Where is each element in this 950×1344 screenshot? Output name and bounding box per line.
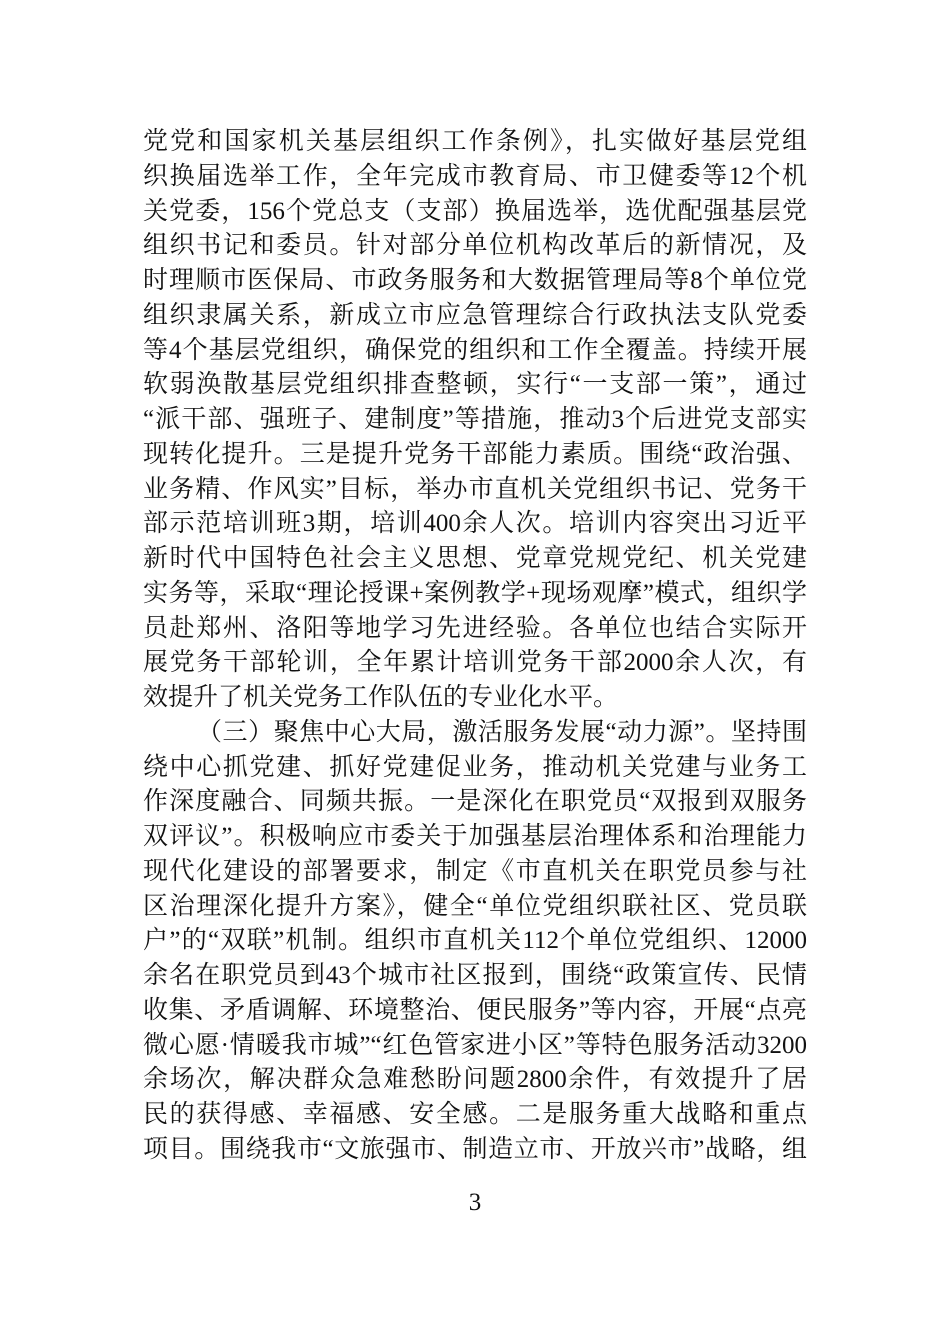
text-line: 区治理深化提升方案》，健全“单位党组织联社区、党员联 — [143, 892, 807, 920]
text-line: 部示范培训班3期，培训400余人次。培训内容突出习近平 — [143, 510, 807, 538]
paragraph — [143, 716, 807, 1168]
text-line: 员赴郑州、洛阳等地学习先进经验。各单位也结合实际开 — [143, 614, 807, 642]
text-line: 党党和国家机关基层组织工作条例》，扎实做好基层党组 — [143, 128, 807, 155]
text-line: 织换届选举工作，全年完成市教育局、市卫健委等12个机 — [143, 162, 807, 190]
text-line: 民的获得感、幸福感、安全感。二是服务重大战略和重点 — [143, 1101, 807, 1128]
text-line: 组织书记和委员。针对部分单位机构改革后的新情况，及 — [143, 232, 807, 260]
text-line: 现转化提升。三是提升党务干部能力素质。围绕“政治强、 — [143, 440, 807, 468]
text-line: 余名在职党员到43个城市社区报到，围绕“政策宣传、民情 — [143, 962, 807, 989]
text-line: 关党委，156个党总支（支部）换届选举，选优配强基层党 — [143, 197, 807, 225]
text-line: 展党务干部轮训，全年累计培训党务干部2000余人次，有 — [143, 649, 807, 677]
text-line: “派干部、强班子、建制度”等措施，推动3个后进党支部实 — [143, 406, 807, 433]
text-line: 项目。围绕我市“文旅强市、制造立市、开放兴市”战略，组 — [143, 1135, 807, 1163]
text-line: 户”的“双联”机制。组织市直机关112个单位党组织、12000 — [143, 927, 807, 955]
text-line: 业务精、作风实”目标，举办市直机关党组织书记、党务干 — [143, 475, 807, 503]
text-line: 余场次，解决群众急难愁盼问题2800余件，有效提升了居 — [143, 1066, 807, 1094]
text-line: （三）聚焦中心大局，激活服务发展“动力源”。坚持围 — [197, 718, 807, 746]
text-line: 时理顺市医保局、市政务服务和大数据管理局等8个单位党 — [143, 267, 807, 294]
text-line: 现代化建设的部署要求，制定《市直机关在职党员参与社 — [143, 857, 807, 885]
text-line: 绕中心抓党建、抓好党建促业务，推动机关党建与业务工 — [143, 753, 807, 781]
text-line: 软弱涣散基层党组织排查整顿，实行“一支部一策”，通过 — [143, 371, 807, 399]
text-line: 收集、矛盾调解、环境整治、便民服务”等内容，开展“点亮 — [143, 996, 807, 1024]
text-line: 微心愿·情暖我市城”“红色管家进小区”等特色服务活动3200 — [143, 1031, 807, 1059]
text-line: 新时代中国特色社会主义思想、党章党规党纪、机关党建 — [143, 545, 807, 572]
document-body — [143, 125, 807, 1168]
text-line: 作深度融合、同频共振。一是深化在职党员“双报到双服务 — [143, 788, 807, 816]
text-line: 组织隶属关系，新成立市应急管理综合行政执法支队党委 — [143, 301, 807, 329]
text-line: 实务等，采取“理论授课+案例教学+现场观摩”模式，组织学 — [143, 579, 807, 607]
text-line: 等4个基层党组织，确保党的组织和工作全覆盖。持续开展 — [143, 336, 807, 364]
text-line: 双评议”。积极响应市委关于加强基层治理体系和治理能力 — [143, 823, 807, 850]
text-line: 效提升了机关党务工作队伍的专业化水平。 — [143, 684, 619, 711]
page-number: 3 — [468, 1189, 482, 1216]
paragraph — [143, 125, 807, 716]
